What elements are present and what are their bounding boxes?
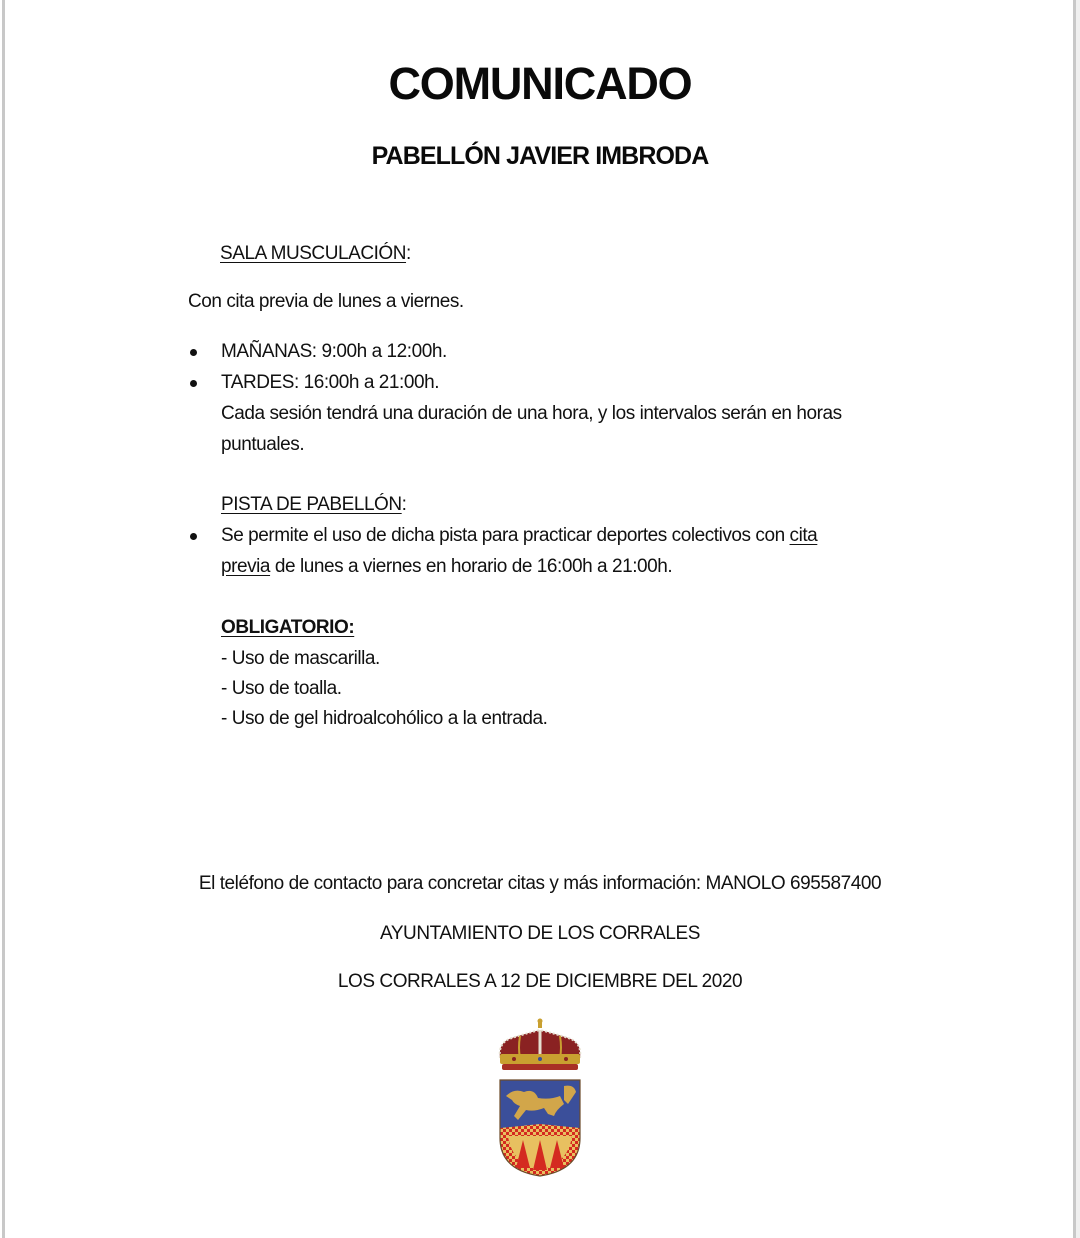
document-title: COMUNICADO	[388, 58, 692, 109]
pista-line1-text: Se permite el uso de dicha pista para practicar deportes colectivos con	[221, 525, 790, 546]
contact-line: El teléfono de contacto para concretar citas y más información: MANOLO 695587400	[198, 873, 882, 894]
coat-of-arms-icon	[494, 1018, 586, 1178]
obligatorio-heading: OBLIGATORIO:	[221, 617, 355, 638]
obligatorio-item: - Uso de mascarilla.	[221, 648, 380, 669]
sala-bullet-afternoon: TARDES: 16:00h a 21:00h.	[221, 372, 440, 393]
sala-heading-text: SALA MUSCULACIÓN	[220, 243, 407, 264]
bullet-icon	[190, 533, 197, 540]
organization-line: AYUNTAMIENTO DE LOS CORRALES	[380, 923, 700, 944]
pista-heading-text: PISTA DE PABELLÓN	[221, 494, 402, 515]
pista-line1	[221, 520, 817, 551]
pista-heading-colon: :	[401, 494, 407, 515]
date-line: LOS CORRALES A 12 DE DICIEMBRE DEL 2020	[337, 971, 743, 992]
sala-heading-colon: :	[406, 243, 411, 264]
sala-note-line1: Cada sesión tendrá una duración de una hora, y los intervalos serán en horas	[221, 403, 842, 424]
sala-note-line2: puntuales.	[221, 434, 305, 455]
obligatorio-item: - Uso de gel hidroalcohólico a la entrada.	[221, 708, 548, 729]
page-edge-right-shadow	[1076, 0, 1080, 1238]
shield-icon	[500, 1080, 580, 1178]
pista-line2-text: de lunes a viernes en horario de 16:00h a 21:00h.	[270, 556, 673, 577]
cita-previa-link-part1: cita	[789, 525, 818, 546]
sala-bullet-morning: MAÑANAS: 9:00h a 12:00h.	[221, 341, 447, 362]
bullet-icon	[190, 349, 197, 356]
sala-intro: Con cita previa de lunes a viernes.	[188, 291, 464, 312]
pista-line2	[221, 551, 672, 582]
pista-heading	[221, 489, 407, 520]
obligatorio-item: - Uso de toalla.	[221, 678, 342, 699]
crown-icon	[500, 1019, 581, 1071]
document-subtitle: PABELLÓN JAVIER IMBRODA	[371, 142, 709, 170]
cita-previa-link-part2: previa	[221, 556, 271, 577]
sala-heading	[220, 238, 411, 269]
bullet-icon	[190, 380, 197, 387]
page-edge-left	[2, 0, 5, 1238]
